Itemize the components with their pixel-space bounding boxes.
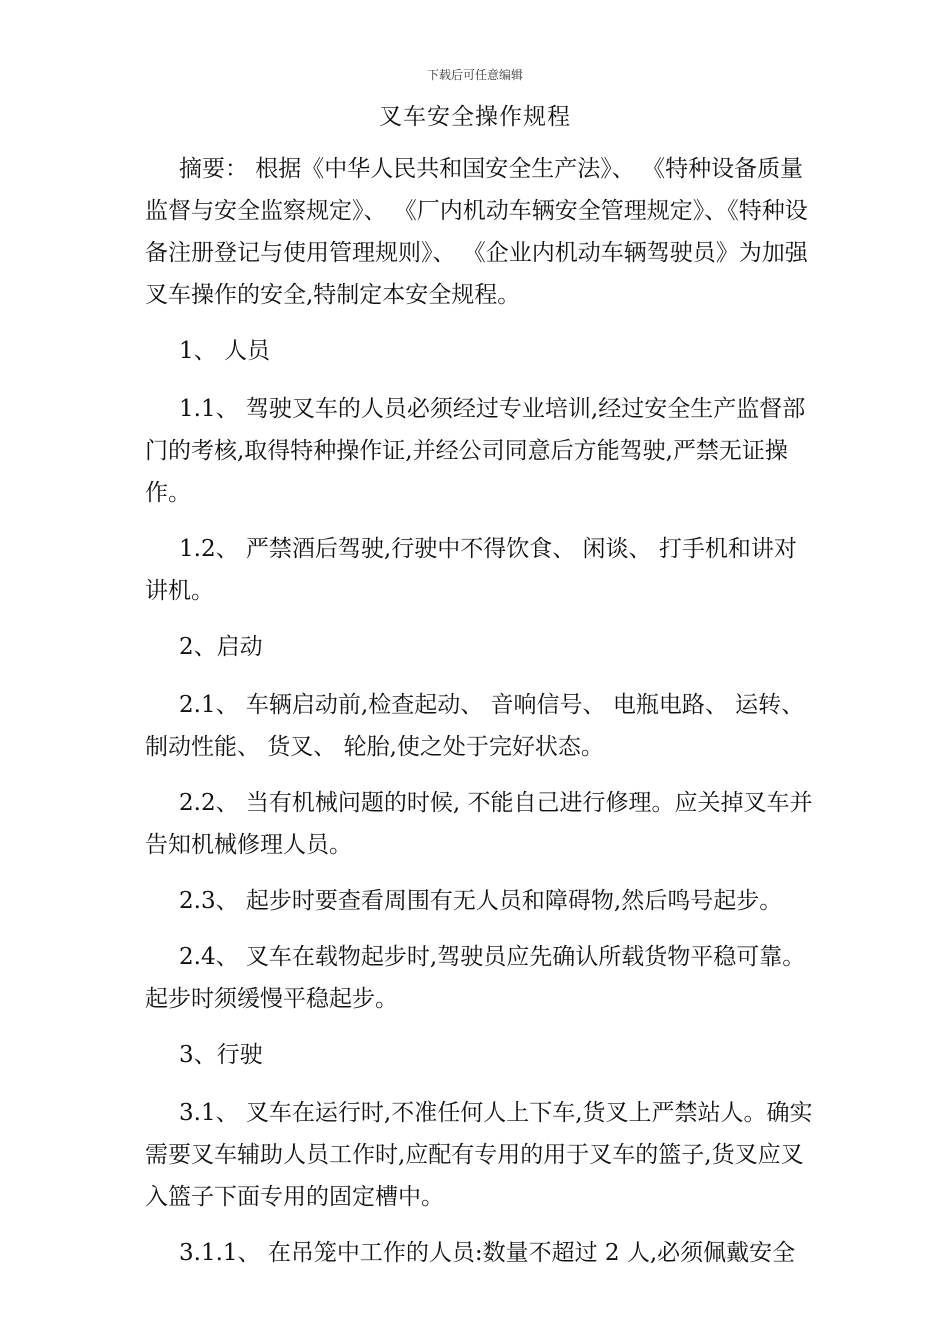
section-heading-personnel: 1、 人员 <box>179 338 270 364</box>
paragraph-3-1-1: 3.1.1、 在吊笼中工作的人员:数量不超过 2 人,必须佩戴安全 <box>179 1240 796 1266</box>
header-note: 下载后可任意编辑 <box>426 68 523 82</box>
paragraph-2-4: 2.4、 叉车在载物起步时,驾驶员应先确认所载货物平稳可靠。起步时须缓慢平稳起步。 <box>145 944 806 1012</box>
section-heading-driving: 3、行驶 <box>179 1042 263 1068</box>
paragraph-2-2: 2.2、 当有机械问题的时候, 不能自己进行修理。应关掉叉车并告知机械修理人员。 <box>145 790 813 858</box>
document-body <box>145 148 815 1288</box>
section-heading-startup: 2、启动 <box>179 634 263 660</box>
paragraph-1-1: 1.1、 驾驶叉车的人员必须经过专业培训,经过安全生产监督部门的考核,取得特种操作证,并经公司同意后方能驾驶,严禁无证操作。 <box>145 396 806 506</box>
paragraph-2-1: 2.1、 车辆启动前,检查起动、 音响信号、 电瓶电路、 运转、 制动性能、 货叉、 轮胎,使之处于完好状态。 <box>145 692 805 760</box>
document-title: 叉车安全操作规程 <box>379 104 571 130</box>
paragraph-2-3: 2.3、 起步时要查看周围有无人员和障碍物,然后鸣号起步。 <box>179 888 783 914</box>
paragraph-1-2: 1.2、 严禁酒后驾驶,行驶中不得饮食、 闲谈、 打手机和讲对讲机。 <box>145 536 797 604</box>
paragraph-abstract: 摘要： 根据《中华人民共和国安全生产法》、 《特种设备质量监督与安全监察规定》、 《厂内机动车辆安全管理规定》、《特种设备注册登记与使用管理规则》、 《企业内机动车辆驾驶员》为加强叉车操作的安全,特制定本安全规程。 <box>145 156 808 308</box>
paragraph-3-1: 3.1、 叉车在运行时,不准任何人上下车,货叉上严禁站人。确实需要叉车辅助人员工作时,应配有专用的用于叉车的篮子,货叉应叉入篮子下面专用的固定槽中。 <box>145 1100 813 1210</box>
